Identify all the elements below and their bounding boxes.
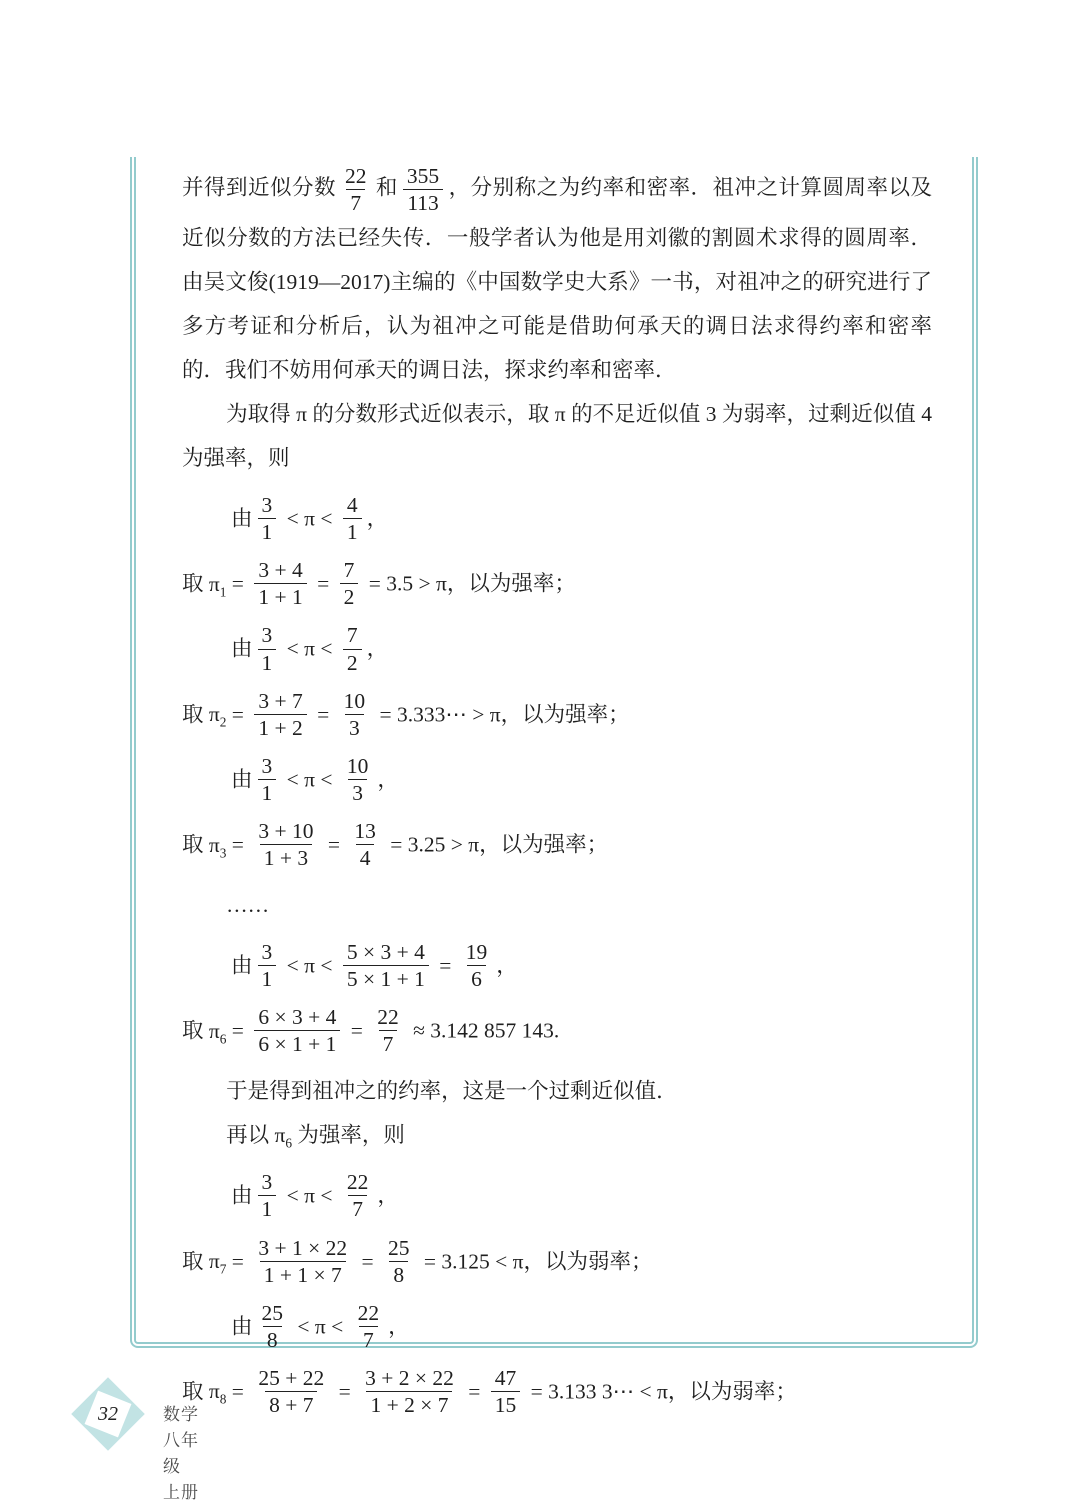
fraction-denominator: 2 (343, 649, 362, 676)
text-segment: = (226, 1249, 250, 1274)
text-segment: 取 (182, 702, 209, 727)
text-segment: 并得到近似分数 (182, 175, 336, 200)
fraction-numerator: 22 (344, 164, 367, 188)
fraction-numerator: 4 (346, 493, 358, 518)
text-segment: …… (226, 893, 270, 918)
text-segment: ， (388, 1314, 410, 1339)
fraction (343, 1169, 373, 1222)
text-segment: = (433, 953, 457, 978)
page-number: 32 (98, 1403, 118, 1425)
fraction-numerator: 3 (261, 493, 273, 518)
fraction-denominator: 2 (340, 583, 359, 610)
para-setup (182, 392, 932, 480)
text-segment: = 3.133 3⋯ < π，以为弱率； (525, 1379, 797, 1404)
fraction-numerator: 22 (357, 1300, 380, 1325)
formula-qu-2 (182, 688, 932, 741)
text-segment: = (226, 1018, 250, 1043)
text-segment: = 3.25 > π，以为强率； (384, 832, 609, 857)
text-segment: = (226, 832, 250, 857)
formula-qu-6 (182, 1004, 932, 1057)
text-segment: = (333, 1379, 357, 1404)
fraction (491, 1365, 521, 1418)
fraction-denominator: 7 (379, 1030, 398, 1057)
formula-qu-3 (182, 818, 932, 871)
fraction-numerator: 13 (354, 818, 376, 843)
fraction-denominator: 1 + 2 × 7 (366, 1391, 452, 1418)
pi-symbol-with-subscript: $\pi_2$ (208, 702, 227, 730)
text-segment: 由 (231, 1314, 253, 1339)
text-segment: 由 (231, 506, 253, 531)
fraction-numerator: 3 + 10 (258, 818, 314, 843)
fraction (373, 1004, 403, 1057)
fraction (258, 622, 277, 675)
text-segment: 为强率，则 (291, 1123, 405, 1148)
text-segment: ，分别称之为约率和密率．祖冲之计算圆周率以及近似分数的方法已经失传．一般学者认为他是用刘徽的割圆术求得的圆周率．由吴文俊(1919—2017)主编的《中国数学史大系》一书，对祖冲之的研究进行了多方考证和分析后，认为祖冲之可能是借助何承天的调日法求得约率和密率的．我们不妨用何承天的调日法，探求约率和密率． (182, 175, 932, 383)
text-segment: 取 (182, 571, 209, 596)
fraction-numerator: 7 (346, 623, 358, 648)
fraction (384, 1235, 414, 1288)
fraction-denominator: 3 (348, 779, 367, 806)
fraction-denominator: 8 (263, 1326, 282, 1353)
formula-you-2 (182, 622, 932, 675)
fraction (254, 557, 306, 610)
text-segment: 取 (182, 832, 209, 857)
fraction-numerator: 25 + 22 (258, 1365, 325, 1390)
formula-qu-8 (182, 1365, 932, 1418)
fraction-denominator: 7 (346, 189, 365, 216)
fraction-denominator: 8 + 7 (265, 1391, 317, 1418)
para-continued (182, 163, 932, 392)
fraction-numerator: 5 × 3 + 4 (346, 940, 425, 965)
text-segment: ， (377, 767, 399, 792)
text-segment: = (462, 1379, 486, 1404)
fraction-numerator: 22 (346, 1170, 369, 1195)
text-segment: 由 (231, 767, 253, 792)
text-segment: = (322, 832, 346, 857)
fraction-numerator: 3 + 7 (258, 688, 303, 713)
fraction-denominator: 1 (258, 1195, 277, 1222)
fraction-denominator: 1 (258, 965, 277, 992)
formula-qu-7 (182, 1235, 932, 1288)
text-segment: ， (366, 506, 389, 531)
fraction (343, 622, 362, 675)
formula-you-6 (182, 939, 932, 992)
fraction-numerator: 25 (387, 1235, 410, 1260)
text-segment: 再以 (226, 1123, 275, 1148)
para-next-step (182, 1113, 932, 1157)
content-blocks (182, 163, 932, 1418)
text-segment: = (226, 702, 250, 727)
fraction (258, 939, 277, 992)
formula-you-7 (182, 1169, 932, 1222)
fraction-numerator: 3 + 2 × 22 (365, 1365, 454, 1390)
fraction-numerator: 22 (377, 1005, 399, 1030)
pi-symbol-with-subscript: $\pi_7$ (208, 1249, 227, 1277)
fraction (343, 492, 362, 545)
text-segment: = 3.5 > π，以为强率； (363, 571, 576, 596)
text-segment: = (356, 1249, 379, 1274)
fraction-denominator: 1 + 3 (260, 844, 312, 871)
fraction-numerator: 355 (406, 164, 440, 188)
text-segment: 由 (231, 953, 253, 978)
fraction-denominator: 1 (258, 649, 277, 676)
fraction (341, 163, 371, 216)
fraction-numerator: 3 + 1 × 22 (258, 1235, 348, 1260)
formula-you-1 (182, 492, 932, 545)
fraction-denominator: 1 (258, 518, 277, 545)
text-segment: = (226, 571, 250, 596)
fraction (258, 753, 277, 806)
text-segment: 取 (182, 1379, 209, 1404)
book-title-label: 数学 八年级 上册 (163, 1405, 217, 1502)
ellipsis-line (182, 883, 932, 927)
text-segment: < π < (292, 1314, 349, 1339)
text-segment: ， (496, 953, 518, 978)
fraction-numerator: 3 (261, 1170, 273, 1195)
text-segment: < π < (281, 637, 338, 662)
para-conclusion (182, 1069, 932, 1113)
fraction (462, 939, 492, 992)
fraction (254, 1365, 328, 1418)
fraction-numerator: 3 (261, 940, 273, 965)
text-segment: 于是得到祖冲之的约率，这是一个过剩近似值． (226, 1079, 678, 1104)
text-segment: = (226, 1379, 250, 1404)
pi-symbol-with-subscript: $\pi_8$ (208, 1379, 227, 1407)
text-segment: < π < (281, 953, 338, 978)
text-segment: = 3.125 < π，以为弱率； (418, 1249, 653, 1274)
text-segment: 由 (231, 1183, 253, 1208)
fraction-numerator: 3 (261, 753, 273, 778)
fraction-denominator: 1 (258, 779, 277, 806)
text-segment: 由 (231, 637, 253, 662)
fraction-denominator: 7 (359, 1326, 378, 1353)
fraction-numerator: 10 (346, 753, 369, 778)
fraction-denominator: 1 (343, 518, 362, 545)
fraction (343, 753, 373, 806)
text-segment: < π < (281, 506, 338, 531)
fraction-denominator: 4 (356, 844, 375, 871)
fraction (343, 939, 429, 992)
formula-you-3 (182, 753, 932, 806)
fraction-numerator: 7 (343, 558, 355, 583)
pi-symbol-with-subscript: $\pi_1$ (208, 571, 227, 600)
text-segment: ， (377, 1183, 399, 1208)
fraction-denominator: 1 + 1 × 7 (260, 1261, 346, 1288)
fraction-denominator: 5 × 1 + 1 (343, 965, 429, 992)
fraction (403, 163, 443, 216)
fraction (350, 818, 380, 871)
formula-you-8 (182, 1300, 932, 1353)
fraction (258, 492, 277, 545)
text-segment: = (345, 1018, 369, 1043)
fraction-denominator: 3 (345, 714, 364, 741)
fraction-denominator: 15 (491, 1391, 521, 1418)
text-segment: 和 (375, 175, 398, 200)
fraction-denominator: 6 × 1 + 1 (254, 1030, 340, 1057)
fraction-denominator: 1 + 1 (254, 583, 306, 610)
fraction-numerator: 10 (343, 688, 366, 713)
fraction-denominator: 8 (389, 1261, 408, 1288)
text-segment: < π < (281, 1183, 338, 1208)
fraction-numerator: 19 (465, 940, 488, 965)
fraction-numerator: 47 (494, 1365, 517, 1390)
fraction (254, 1235, 351, 1288)
fraction-denominator: 7 (348, 1195, 367, 1222)
fraction-denominator: 1 + 2 (254, 714, 306, 741)
text-segment: 取 (182, 1018, 209, 1043)
fraction (254, 688, 306, 741)
text-segment: = (311, 702, 335, 727)
fraction-numerator: 3 + 4 (258, 558, 303, 583)
fraction-denominator: 113 (403, 189, 442, 216)
fraction-numerator: 25 (261, 1300, 284, 1325)
text-segment: ， (366, 637, 389, 662)
text-segment: 为取得 π 的分数形式近似表示，取 π 的不足近似值 3 为弱率，过剩近似值 4 为强率，则 (182, 402, 932, 471)
text-segment: = (311, 571, 335, 596)
text-segment: = 3.333⋯ > π，以为强率； (374, 702, 630, 727)
fraction (254, 818, 317, 871)
fraction (340, 688, 370, 741)
fraction (361, 1365, 458, 1418)
fraction (354, 1300, 384, 1353)
fraction (258, 1300, 288, 1353)
fraction (254, 1004, 340, 1057)
fraction-numerator: 6 × 3 + 4 (258, 1005, 337, 1030)
text-segment: 取 (182, 1249, 209, 1274)
fraction (340, 557, 359, 610)
fraction (258, 1169, 277, 1222)
pi-symbol-with-subscript: $\pi_6$ (274, 1123, 292, 1151)
fraction-denominator: 6 (467, 965, 486, 992)
text-segment: < π < (281, 767, 338, 792)
formula-qu-1 (182, 557, 932, 610)
pi-symbol-with-subscript: $\pi_6$ (208, 1018, 227, 1047)
text-segment: ≈ 3.142 857 143. (407, 1018, 560, 1043)
fraction-numerator: 3 (261, 623, 273, 648)
pi-symbol-with-subscript: $\pi_3$ (208, 832, 227, 860)
